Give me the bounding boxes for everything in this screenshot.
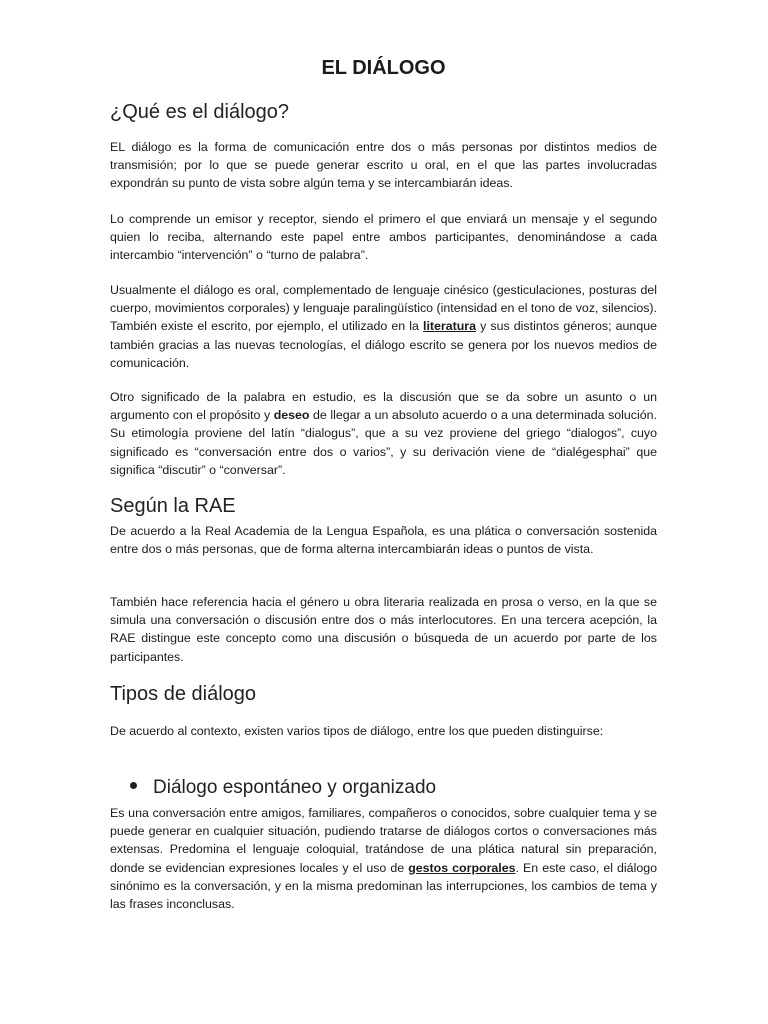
bullet-heading-espontaneo — [130, 776, 436, 800]
paragraph-rae-definition: De acuerdo a la Real Academia de la Lengua Española, es una plática o conversación sostenida entre dos o más personas, que de forma alterna intercambiarán ideas o puntos de vista. — [110, 524, 657, 557]
paragraph-rae-genero: También hace referencia hacia el género u obra literaria realizada en prosa o verso, en la que se simula una conversación o discusión entre dos o más interlocutores. En una tercera acepción, la RAE distingue este concepto como una discusión o búsqueda de un acuerdo por parte de los participantes. — [110, 595, 657, 664]
heading-rae: Según la RAE — [110, 495, 236, 517]
paragraph-oral-escrito — [110, 281, 657, 372]
paragraph-text: . En este caso, el diálogo sinónimo es la conversación, y en la misma predominan las interrupciones, los cambios de tema y las frases inconclusas. — [110, 860, 657, 912]
paragraph-text: Usualmente el diálogo es oral, complementado de lenguaje cinésico (gesticulaciones, posturas del cuerpo, movimientos corporales) y lenguaje paralingüístico (intensidad en el tono de voz, silencios). También existe el escrito, por ejemplo, el utilizado en la — [110, 283, 657, 334]
document-page — [110, 0, 657, 1024]
gestos-corporales-link[interactable]: gestos corporales — [408, 860, 516, 875]
paragraph-text: y sus distintos géneros; aunque también gracias a las nuevas tecnologías, el diálogo escrito se genera por los nuevos medios de comunicación. — [110, 319, 657, 370]
bullet-heading-text: Diálogo espontáneo y organizado — [153, 777, 437, 798]
literatura-link[interactable]: literatura — [423, 319, 477, 334]
heading-que-es: ¿Qué es el diálogo? — [110, 101, 290, 123]
document-title: EL DIÁLOGO — [321, 57, 446, 79]
paragraph-emisor-receptor: Lo comprende un emisor y receptor, siendo el primero el que enviará un mensaje y el segundo quien lo reciba, alternando este papel entre ambos participantes, denominándose a cada intercambio “intervención” o “turno de palabra”. — [110, 212, 657, 263]
paragraph-otro-significado — [110, 388, 657, 479]
paragraph-definition: EL diálogo es la forma de comunicación entre dos o más personas por distintos medios de transmisión; por lo que se puede generar escrito u oral, en el que las partes involucradas expondrán su punto de vista sobre algún tema y se intercambiarán ideas. — [110, 140, 657, 191]
paragraph-text: de llegar a un absoluto acuerdo o a una determinada solución. Su etimología proviene del latín “dialogus”, que a su vez proviene del griego “dialogos”, cuyo significado es “conversación entre dos o varios”, y su derivación viene de “dialégesphai” que significa “discutir” o “conversar”. — [110, 408, 657, 477]
bullet-icon — [130, 782, 137, 789]
paragraph-text: Otro significado de la palabra en estudio, es la discusión que se da sobre un asunto o un argumento con el propósito y — [110, 390, 657, 423]
paragraph-text: Es una conversación entre amigos, familiares, compañeros o conocidos, sobre cualquier tema y se puede generar en cualquier situación, pudiendo tratarse de diálogos cortos o conversaciones más extensas. Predomina el lenguaje coloquial, tratándose de una plática natural sin preparación, donde se evidencian expresiones locales y el uso de — [110, 806, 657, 875]
heading-tipos: Tipos de diálogo — [110, 683, 257, 705]
deseo-bold: deseo — [273, 408, 310, 423]
paragraph-tipos-intro: De acuerdo al contexto, existen varios tipos de diálogo, entre los que pueden distinguirse: — [110, 724, 604, 738]
paragraph-espontaneo — [110, 804, 657, 913]
